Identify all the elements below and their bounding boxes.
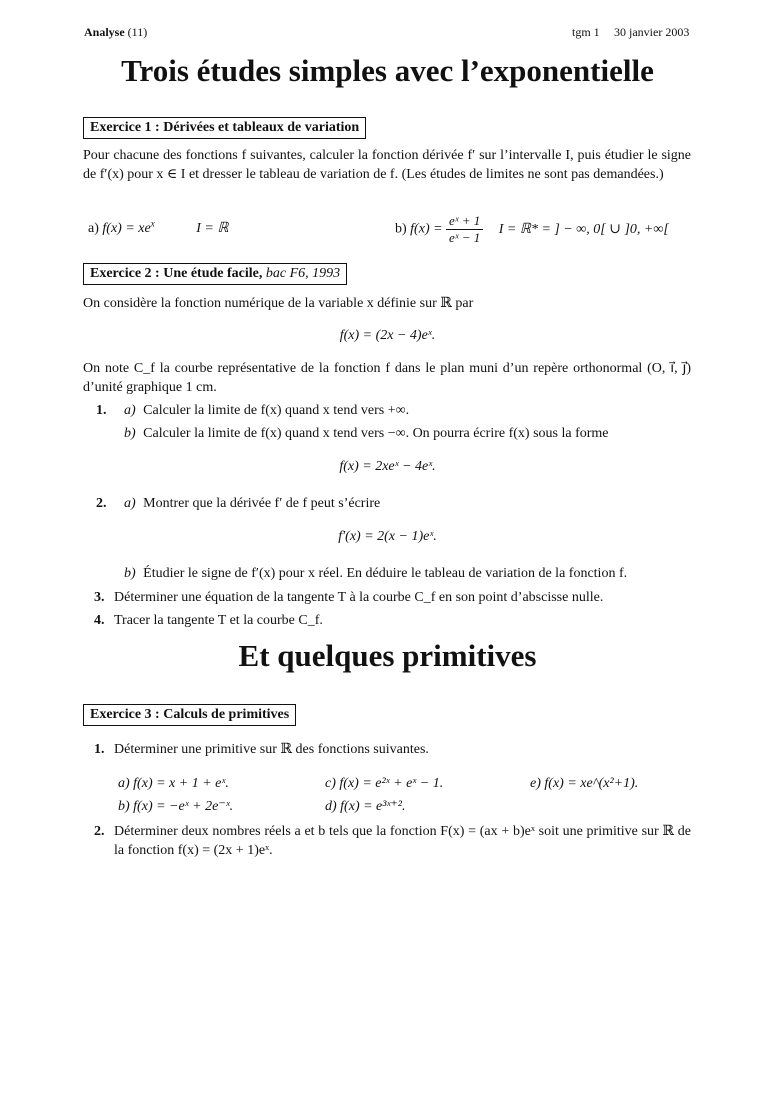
question-2b-text: Étudier le signe de f′(x) pour x réel. En déduire le tableau de variation de la fonction f. [143,566,628,581]
question-1-number: 1. [96,403,107,418]
primitive-b-formula: f(x) = −eˣ + 2e⁻ˣ. [133,799,234,814]
question-2a [124,494,380,513]
section-title: Et quelques primitives [238,638,537,673]
question-1a [124,401,409,420]
item-b-fraction [446,213,483,246]
item-a-exponent: x [150,218,155,229]
ex3-question-2-text: Déterminer deux nombres réels a et b tels que la fonction F(x) = (ax + b)eˣ soit une primitive sur ℝ de la fonction f(x) = (2x + 1)eˣ. [114,824,691,858]
primitive-c-label: c) [325,776,336,791]
ex3-question-1-text: Déterminer une primitive sur ℝ des fonctions suivantes. [114,742,429,757]
header-class: tgm 1 [572,25,600,39]
item-b-interval: I = ℝ* = ] − ∞, 0[ ∪ ]0, +∞[ [498,221,669,237]
fraction-numerator: eˣ + 1 [446,213,483,230]
fraction-denominator: eˣ − 1 [449,230,481,245]
item-a-label: a) [88,221,99,236]
question-1b-formula: f(x) = 2xeˣ − 4eˣ. [339,459,436,474]
primitive-d [325,797,406,816]
exercise-2-label: Exercice 2 : [90,266,160,281]
primitive-a-formula: f(x) = x + 1 + eˣ. [133,776,229,791]
question-2a-label: a) [124,496,136,511]
exercise-2-intro: On considère la fonction numérique de la variable x définie sur ℝ par [83,296,474,311]
question-3-text: Déterminer une équation de la tangente T à la courbe C_f en son point d’abscisse nulle. [114,590,604,605]
question-1a-text: Calculer la limite de f(x) quand x tend vers +∞. [143,403,410,418]
exercise-3-heading [83,704,296,726]
exercise-1-intro: Pour chacune des fonctions f suivantes, calculer la fonction dérivée f′ sur l’intervalle I, puis étudier le signe de f′(x) pour x ∈ I et dresser le tableau de variation de f. (Les études de limites ne sont pas demandées.) [83,148,691,182]
primitive-c-formula: f(x) = e²ˣ + eˣ − 1. [339,776,444,791]
question-2b-label: b) [124,566,136,581]
header-subject: Analyse [84,25,125,39]
exercise-3-label: Exercice 3 : [90,707,160,722]
primitive-a [118,774,229,793]
primitive-b [118,797,233,816]
item-b-lhs: f(x) = [410,221,443,237]
exercise-2-heading [83,263,347,285]
primitive-d-label: d) [325,799,337,814]
question-2-number: 2. [96,496,107,511]
item-a-function: f(x) = xe [102,221,151,236]
item-b-label: b) [395,221,407,237]
ex3-question-2-number: 2. [94,824,105,839]
primitive-b-label: b) [118,799,130,814]
exercise-1-item-b [395,213,669,246]
primitive-d-formula: f(x) = e³ˣ⁺². [340,799,406,814]
primitive-e-label: e) [530,776,541,791]
exercise-1-item-a [88,219,228,238]
exercise-3-title: Calculs de primitives [163,707,290,722]
exercise-2-note: On note C_f la courbe représentative de la fonction f dans le plan muni d’un repère orthonormal (O, i⃗, j⃗) d’unité graphique 1 cm. [83,361,691,395]
question-4-number: 4. [94,613,105,628]
question-2b [124,564,627,583]
header-left [84,25,147,40]
page-title: Trois études simples avec l’exponentielle [121,53,654,88]
primitive-e-formula: f(x) = xe^(x²+1). [544,776,639,791]
exercise-2-title: Une étude facile, [163,266,263,281]
primitive-c [325,774,443,793]
question-3-number: 3. [94,590,105,605]
primitive-e [530,774,638,793]
exercise-1-label: Exercice 1 : [90,120,160,135]
exercise-1-title: Dérivées et tableaux de variation [163,120,360,135]
question-2a-formula: f′(x) = 2(x − 1)eˣ. [338,529,437,544]
header-date: 30 janvier 2003 [614,25,690,39]
question-1b [124,424,609,443]
question-1a-label: a) [124,403,136,418]
question-1b-text: Calculer la limite de f(x) quand x tend vers −∞. On pourra écrire f(x) sous la forme [143,426,609,441]
header-number: (11) [127,25,148,39]
exercise-1-heading [83,117,366,139]
ex3-question-1-number: 1. [94,742,105,757]
primitive-a-label: a) [118,776,130,791]
question-4-text: Tracer la tangente T et la courbe C_f. [114,613,323,628]
question-1b-label: b) [124,426,136,441]
exercise-2-source: bac F6, 1993 [265,266,341,281]
exercise-2-formula: f(x) = (2x − 4)eˣ. [339,328,436,343]
question-2a-text: Montrer que la dérivée f′ de f peut s’écrire [143,496,381,511]
item-a-interval: I = ℝ [196,221,229,236]
